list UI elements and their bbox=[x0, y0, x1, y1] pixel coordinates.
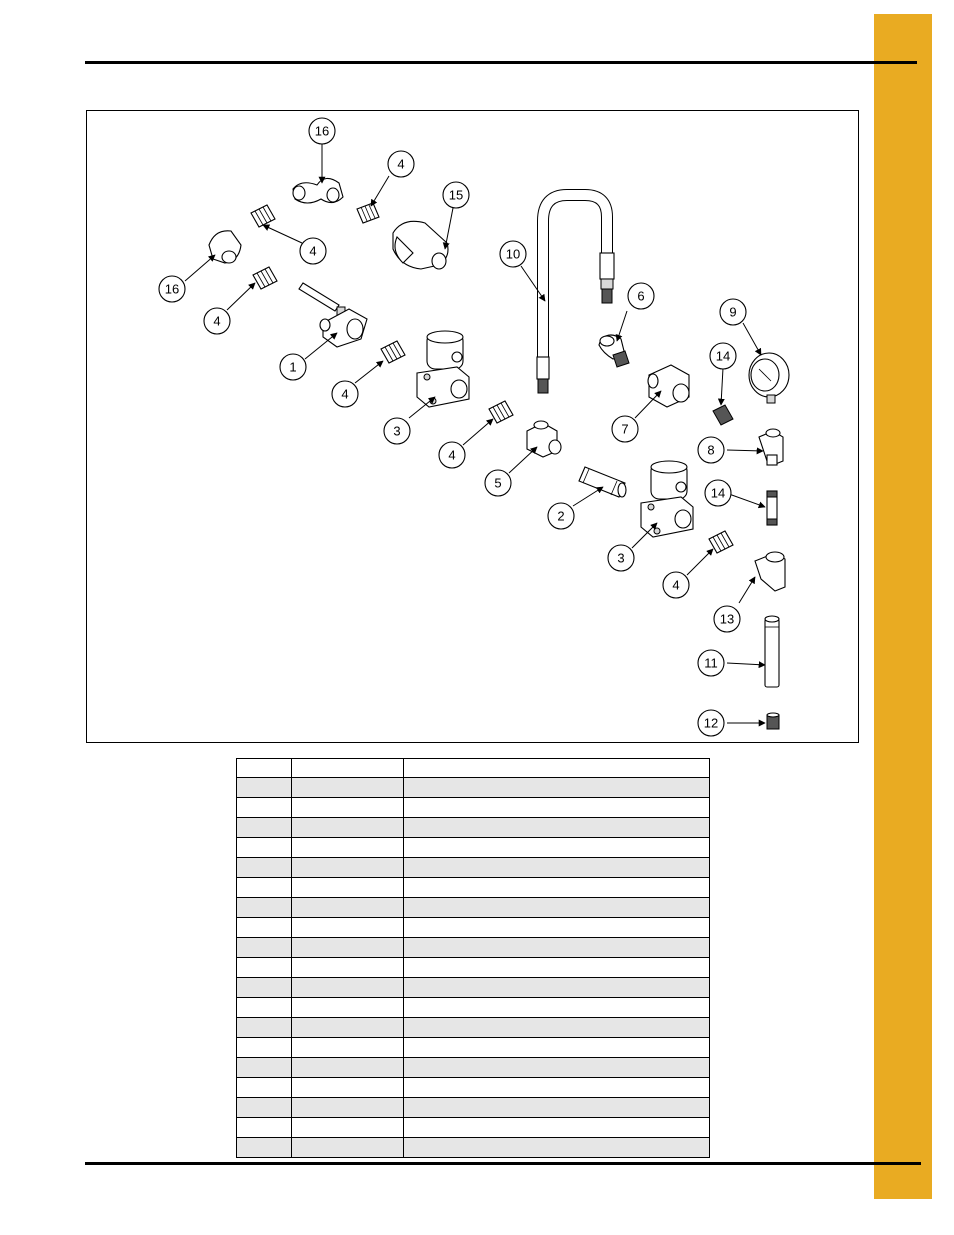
ref-cell bbox=[237, 1138, 292, 1158]
table-row bbox=[237, 918, 710, 938]
description-cell bbox=[404, 1058, 710, 1078]
svg-text:14: 14 bbox=[710, 485, 726, 501]
svg-text:12: 12 bbox=[703, 715, 719, 731]
callout bbox=[720, 299, 746, 325]
svg-text:15: 15 bbox=[448, 187, 464, 203]
callout bbox=[663, 572, 689, 598]
svg-text:1: 1 bbox=[289, 359, 297, 375]
callout bbox=[384, 418, 410, 444]
table-row bbox=[237, 1098, 710, 1118]
table-row bbox=[237, 1018, 710, 1038]
part-number-cell bbox=[292, 1078, 404, 1098]
callout bbox=[159, 276, 185, 302]
callout bbox=[608, 545, 634, 571]
callout bbox=[714, 606, 740, 632]
elbow-fitting-left bbox=[209, 231, 241, 263]
parts-illustration bbox=[87, 111, 860, 744]
table-row bbox=[237, 818, 710, 838]
table-row bbox=[237, 838, 710, 858]
table-row bbox=[237, 878, 710, 898]
ref-cell bbox=[237, 918, 292, 938]
table-row bbox=[237, 798, 710, 818]
description-cell bbox=[404, 1078, 710, 1098]
pipe-nipple-long bbox=[765, 616, 779, 687]
callout bbox=[485, 470, 511, 496]
table-row bbox=[237, 1038, 710, 1058]
svg-text:16: 16 bbox=[164, 281, 180, 297]
ref-cell bbox=[237, 818, 292, 838]
exploded-parts-diagram bbox=[86, 110, 859, 743]
callout bbox=[698, 650, 724, 676]
part-number-cell bbox=[292, 978, 404, 998]
close-nipple-b bbox=[767, 491, 777, 525]
callout bbox=[388, 151, 414, 177]
table-row bbox=[237, 998, 710, 1018]
close-nipple-a bbox=[713, 405, 733, 425]
callout bbox=[204, 308, 230, 334]
table-row bbox=[237, 1058, 710, 1078]
callout bbox=[300, 238, 326, 264]
chapter-tab bbox=[874, 14, 932, 1199]
part-number-cell bbox=[292, 958, 404, 978]
description-cell bbox=[404, 1098, 710, 1118]
ref-cell bbox=[237, 798, 292, 818]
description-cell bbox=[404, 858, 710, 878]
ball-valve bbox=[299, 283, 367, 347]
part-number-cell bbox=[292, 818, 404, 838]
description-cell bbox=[404, 918, 710, 938]
ref-cell bbox=[237, 998, 292, 1018]
svg-text:10: 10 bbox=[505, 246, 521, 262]
svg-text:2: 2 bbox=[557, 508, 565, 524]
callout bbox=[710, 343, 736, 369]
table-row bbox=[237, 938, 710, 958]
pipe-cap bbox=[767, 713, 779, 729]
leader-lines bbox=[185, 144, 765, 723]
footer-rule bbox=[85, 1162, 921, 1165]
ref-cell bbox=[237, 898, 292, 918]
gas-regulator bbox=[648, 365, 689, 407]
gauge-tee bbox=[759, 429, 783, 465]
description-cell bbox=[404, 878, 710, 898]
description-cell bbox=[404, 838, 710, 858]
description-column-header bbox=[404, 759, 710, 778]
ref-cell bbox=[237, 958, 292, 978]
table-header-row bbox=[237, 759, 710, 778]
svg-text:4: 4 bbox=[341, 386, 349, 402]
callout bbox=[309, 118, 335, 144]
callout bbox=[612, 416, 638, 442]
svg-text:4: 4 bbox=[672, 577, 680, 593]
part-number-cell bbox=[292, 778, 404, 798]
svg-text:6: 6 bbox=[637, 288, 645, 304]
description-cell bbox=[404, 818, 710, 838]
ref-cell bbox=[237, 778, 292, 798]
table-row bbox=[237, 1078, 710, 1098]
long-nipple bbox=[579, 467, 626, 497]
solenoid-valve-a bbox=[417, 331, 469, 407]
description-cell bbox=[404, 978, 710, 998]
part-number-cell bbox=[292, 938, 404, 958]
nipple-fitting-b bbox=[357, 203, 379, 223]
parts-table-body bbox=[237, 778, 710, 1158]
part-number-column-header bbox=[292, 759, 404, 778]
description-cell bbox=[404, 798, 710, 818]
ref-cell bbox=[237, 938, 292, 958]
ref-cell bbox=[237, 1018, 292, 1038]
ref-cell bbox=[237, 1038, 292, 1058]
svg-text:7: 7 bbox=[621, 421, 629, 437]
part-number-cell bbox=[292, 1038, 404, 1058]
part-number-cell bbox=[292, 1098, 404, 1118]
description-cell bbox=[404, 898, 710, 918]
description-cell bbox=[404, 1038, 710, 1058]
svg-text:3: 3 bbox=[393, 423, 401, 439]
part-number-cell bbox=[292, 1138, 404, 1158]
ref-cell bbox=[237, 978, 292, 998]
part-number-cell bbox=[292, 1058, 404, 1078]
part-number-cell bbox=[292, 858, 404, 878]
svg-text:9: 9 bbox=[729, 304, 737, 320]
svg-text:8: 8 bbox=[707, 442, 715, 458]
table-row bbox=[237, 858, 710, 878]
part-number-cell bbox=[292, 798, 404, 818]
svg-text:14: 14 bbox=[715, 348, 731, 364]
header-rule bbox=[85, 61, 917, 64]
svg-text:3: 3 bbox=[617, 550, 625, 566]
part-number-cell bbox=[292, 1118, 404, 1138]
description-cell bbox=[404, 998, 710, 1018]
nipple-fitting-d bbox=[381, 341, 405, 363]
callout bbox=[698, 437, 724, 463]
description-cell bbox=[404, 778, 710, 798]
gas-hose-assembly bbox=[537, 195, 614, 393]
part-number-cell bbox=[292, 878, 404, 898]
ref-cell bbox=[237, 878, 292, 898]
table-row bbox=[237, 1118, 710, 1138]
svg-text:16: 16 bbox=[314, 123, 330, 139]
ref-cell bbox=[237, 1078, 292, 1098]
callout bbox=[628, 283, 654, 309]
svg-text:13: 13 bbox=[719, 611, 735, 627]
callout bbox=[548, 503, 574, 529]
parts-list-table bbox=[236, 758, 710, 1158]
callout bbox=[705, 480, 731, 506]
svg-text:4: 4 bbox=[213, 313, 221, 329]
svg-text:11: 11 bbox=[704, 655, 718, 671]
pressure-gauge bbox=[749, 353, 789, 403]
part-number-cell bbox=[292, 838, 404, 858]
callout bbox=[500, 241, 526, 267]
table-row bbox=[237, 978, 710, 998]
table-row bbox=[237, 1138, 710, 1158]
elbow-fitting-top bbox=[293, 178, 343, 203]
street-elbow bbox=[599, 335, 629, 367]
callout bbox=[443, 182, 469, 208]
description-cell bbox=[404, 1138, 710, 1158]
svg-text:4: 4 bbox=[309, 243, 317, 259]
callout bbox=[280, 354, 306, 380]
part-number-cell bbox=[292, 898, 404, 918]
reducing-tee bbox=[755, 552, 785, 591]
part-number-cell bbox=[292, 918, 404, 938]
ref-column-header bbox=[237, 759, 292, 778]
nipple-fitting-a bbox=[251, 205, 275, 227]
table-row bbox=[237, 958, 710, 978]
callout bbox=[439, 442, 465, 468]
svg-text:4: 4 bbox=[448, 447, 456, 463]
table-row bbox=[237, 898, 710, 918]
callout bbox=[332, 381, 358, 407]
description-cell bbox=[404, 1118, 710, 1138]
callout bbox=[698, 710, 724, 736]
ref-cell bbox=[237, 1098, 292, 1118]
part-number-cell bbox=[292, 1018, 404, 1038]
ref-cell bbox=[237, 1058, 292, 1078]
ref-cell bbox=[237, 838, 292, 858]
wye-strainer bbox=[393, 221, 448, 269]
svg-text:5: 5 bbox=[494, 475, 502, 491]
description-cell bbox=[404, 958, 710, 978]
ref-cell bbox=[237, 1118, 292, 1138]
description-cell bbox=[404, 1018, 710, 1038]
table-row bbox=[237, 778, 710, 798]
svg-text:4: 4 bbox=[397, 156, 405, 172]
description-cell bbox=[404, 938, 710, 958]
part-number-cell bbox=[292, 998, 404, 1018]
nipple-fitting-c bbox=[253, 267, 277, 289]
solenoid-valve-b bbox=[641, 461, 693, 537]
ref-cell bbox=[237, 858, 292, 878]
